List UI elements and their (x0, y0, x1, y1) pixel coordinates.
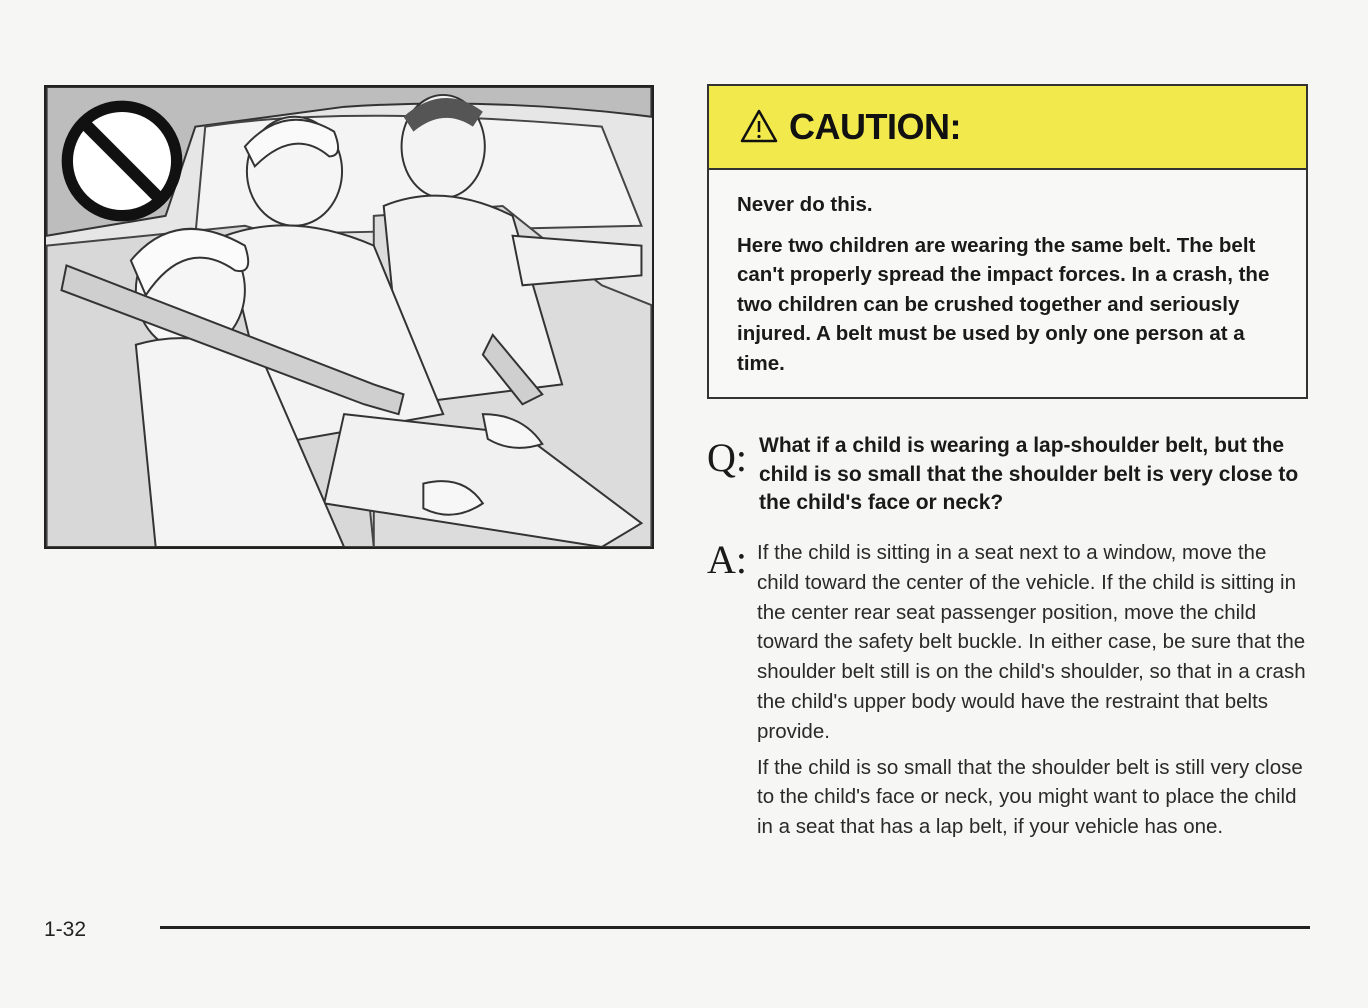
question-letter: Q: (707, 435, 747, 480)
caution-paragraph: Here two children are wearing the same belt. The belt can't properly spread the impact forces. In a crash, the two children can be crushed together and seriously injured. A belt must be used by only one person at a time. (737, 233, 1270, 375)
warning-triangle-icon (739, 108, 779, 144)
answer-text (757, 538, 1307, 842)
question-block (707, 432, 1307, 518)
caution-box (707, 84, 1308, 399)
question-text: What if a child is wearing a lap-shoulder belt, but the child is so small that the shoulder belt is very close to the child's face or neck? (759, 434, 1299, 514)
answer-paragraph: If the child is sitting in a seat next to a window, move the child toward the center of the vehicle. If the child is sitting in the center rear seat passenger position, move the child toward the safety belt buckle. In either case, be sure that the shoulder belt still is on the child's shoulder, so that in a crash the child's upper body would have the restraint that belts provide. (757, 541, 1306, 743)
prohibited-icon (56, 95, 188, 227)
answer-block (707, 538, 1307, 848)
caution-title: CAUTION: (789, 106, 961, 147)
answer-paragraph: If the child is so small that the shoulder belt is still very close to the child's face or neck, you might want to place the child in a seat that has a lap belt, if your vehicle has one. (757, 755, 1303, 839)
illustration-children-sharing-belt (44, 85, 654, 549)
footer-rule (160, 926, 1310, 929)
caution-header (709, 86, 1306, 170)
page-number: 1-32 (44, 918, 87, 941)
caution-paragraph: Never do this. (737, 193, 873, 216)
caution-body (709, 170, 1306, 378)
answer-letter: A: (707, 537, 747, 582)
